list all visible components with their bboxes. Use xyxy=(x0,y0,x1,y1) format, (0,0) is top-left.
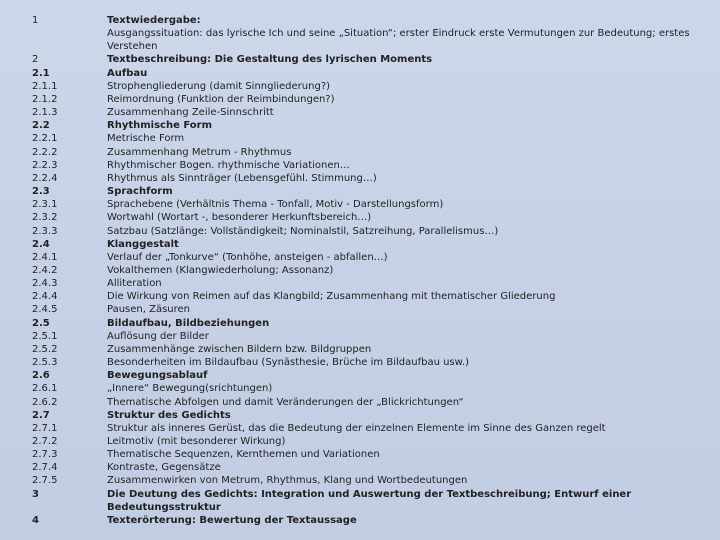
section-number: 2.4.1 xyxy=(32,251,58,263)
outline-row xyxy=(0,396,720,409)
section-number: 2.6 xyxy=(32,370,50,382)
section-body: Satzbau (Satzlänge: Vollständigkeit; Nominalstil, Satzreihung, Parallelismus…) xyxy=(107,225,499,237)
section-number: 2.1.1 xyxy=(32,80,58,92)
section-text xyxy=(107,277,690,290)
outline-row xyxy=(0,317,720,330)
section-number: 2.2.4 xyxy=(32,172,58,184)
section-body: Rhythmische Form xyxy=(107,120,212,132)
outline-row xyxy=(0,474,720,487)
section-number: 2.4.4 xyxy=(32,291,58,303)
section-label: Textbeschreibung: xyxy=(107,54,212,66)
outline-row xyxy=(0,106,720,119)
section-text xyxy=(107,93,690,106)
section-body: Zusammenhang Metrum - Rhythmus xyxy=(107,146,292,158)
section-number: 2.7.3 xyxy=(32,449,58,461)
section-text xyxy=(107,448,690,461)
section-text xyxy=(107,172,690,185)
section-text xyxy=(107,382,690,395)
section-text xyxy=(107,343,690,356)
section-text xyxy=(107,264,690,277)
section-number: 2.4.3 xyxy=(32,278,58,290)
outline-row xyxy=(0,290,720,303)
section-number: 2.3.2 xyxy=(32,212,58,224)
section-body: Thematische Abfolgen und damit Veränderungen der „Blickrichtungen“ xyxy=(107,396,464,408)
outline-row xyxy=(0,514,720,527)
section-number: 2.2 xyxy=(32,120,50,132)
outline-row xyxy=(0,172,720,185)
section-number: 2.1.2 xyxy=(32,93,58,105)
section-body: Zusammenhänge zwischen Bildern bzw. Bildgruppen xyxy=(107,343,372,355)
section-number: 2.3 xyxy=(32,186,50,198)
outline-row xyxy=(0,435,720,448)
section-text xyxy=(107,330,690,343)
section-text xyxy=(107,474,690,487)
section-number: 2.7.1 xyxy=(32,422,58,434)
section-text xyxy=(107,14,690,27)
section-text xyxy=(107,67,690,80)
outline-list xyxy=(0,14,720,527)
outline-row xyxy=(0,448,720,461)
section-body: Auflösung der Bilder xyxy=(107,330,209,342)
section-number: 2.5.3 xyxy=(32,357,58,369)
section-body: „Innere“ Bewegung(srichtungen) xyxy=(107,383,273,395)
outline-row xyxy=(0,185,720,198)
section-number: 2.5.2 xyxy=(32,343,58,355)
section-body: Rhythmus als Sinnträger (Lebensgefühl. Stimmung…) xyxy=(107,172,377,184)
section-text xyxy=(107,119,690,132)
section-number: 2.7 xyxy=(32,409,50,421)
section-text xyxy=(107,185,690,198)
section-number: 2.4 xyxy=(32,238,50,250)
section-body: Texterörterung: Bewertung der Textaussage xyxy=(107,514,357,526)
outline-row xyxy=(0,422,720,435)
section-number: 2.5 xyxy=(32,317,50,329)
section-body: Leitmotiv (mit besonderer Wirkung) xyxy=(107,436,286,447)
section-text xyxy=(107,409,690,422)
section-body: Reimordnung (Funktion der Reimbindungen?) xyxy=(107,93,335,105)
outline-row xyxy=(0,238,720,251)
section-text xyxy=(107,396,690,409)
section-text xyxy=(107,27,690,53)
section-body: Bildaufbau, Bildbeziehungen xyxy=(107,317,270,329)
section-number: 2.4.5 xyxy=(32,304,58,316)
section-body: Bewegungsablauf xyxy=(107,370,208,382)
section-number: 2.1.3 xyxy=(32,107,58,119)
outline-row xyxy=(0,119,720,132)
section-body: Sprachform xyxy=(107,186,173,198)
outline-row xyxy=(0,80,720,93)
outline-row xyxy=(0,409,720,422)
section-text xyxy=(107,369,690,382)
section-body: Strophengliederung (damit Sinngliederung?) xyxy=(107,80,331,92)
section-text xyxy=(107,225,690,238)
outline-row xyxy=(0,382,720,395)
outline-row xyxy=(0,93,720,106)
section-body: Metrische Form xyxy=(107,133,185,145)
section-text xyxy=(107,290,690,303)
section-text xyxy=(107,159,690,172)
section-body: Verlauf der „Tonkurve“ (Tonhöhe, ansteigen - abfallen…) xyxy=(107,251,388,263)
section-number: 2.5.1 xyxy=(32,330,58,342)
outline-row xyxy=(0,198,720,211)
outline-row xyxy=(0,14,720,27)
outline-row xyxy=(0,264,720,277)
section-text xyxy=(107,251,690,264)
section-body: Struktur des Gedichts xyxy=(107,409,231,421)
section-number: 1 xyxy=(32,15,39,26)
section-text xyxy=(107,303,690,316)
section-body: Ausgangssituation: das lyrische Ich und seine „Situation“; erster Eindruck erste Vermutungen zur Bedeutung; erstes Verstehen xyxy=(107,28,690,53)
section-body: Die Deutung des Gedichts: Integration und Auswertung der Textbeschreibung; Entwurf einer Bedeutungsstruktur xyxy=(107,488,632,513)
section-body: Aufbau xyxy=(107,67,148,79)
section-number: 2.7.5 xyxy=(32,475,58,487)
section-number: 2.1 xyxy=(32,67,50,79)
section-text xyxy=(107,238,690,251)
section-text xyxy=(107,488,690,514)
section-body: Rhythmischer Bogen. rhythmische Variationen… xyxy=(107,159,350,171)
section-body: Zusammenhang Zeile-Sinnschritt xyxy=(107,107,274,119)
section-number: 2.6.2 xyxy=(32,396,58,408)
outline-row xyxy=(0,356,720,369)
outline-row xyxy=(0,67,720,80)
section-body: Sprachebene (Verhältnis Thema - Tonfall, Motiv - Darstellungsform) xyxy=(107,199,444,211)
section-number: 2.3.3 xyxy=(32,225,58,237)
outline-row xyxy=(0,277,720,290)
section-text xyxy=(107,422,690,435)
section-number: 2.2.3 xyxy=(32,159,58,171)
section-number: 2.2.2 xyxy=(32,146,58,158)
section-number: 2.3.1 xyxy=(32,199,58,211)
section-body: Struktur als inneres Gerüst, das die Bedeutung der einzelnen Elemente im Sinne des Ganzen regelt xyxy=(107,422,606,434)
section-number: 3 xyxy=(32,488,39,500)
section-text xyxy=(107,356,690,369)
section-body: Vokalthemen (Klangwiederholung; Assonanz) xyxy=(107,264,334,276)
outline-row xyxy=(0,303,720,316)
outline-row xyxy=(0,251,720,264)
outline-row xyxy=(0,132,720,145)
outline-row xyxy=(0,53,720,66)
section-text xyxy=(107,211,690,224)
outline-row xyxy=(0,146,720,159)
section-body: Wortwahl (Wortart -, besonderer Herkunftsbereich…) xyxy=(107,212,372,224)
outline-row xyxy=(0,488,720,514)
section-body: Klanggestalt xyxy=(107,238,179,250)
outline-row xyxy=(0,461,720,474)
section-text xyxy=(107,317,690,330)
outline-row xyxy=(0,369,720,382)
section-body: Zusammenwirken von Metrum, Rhythmus, Klang und Wortbedeutungen xyxy=(107,475,468,487)
section-text xyxy=(107,514,690,527)
section-body: Kontraste, Gegensätze xyxy=(107,462,221,474)
outline-row xyxy=(0,211,720,224)
section-number: 2.2.1 xyxy=(32,133,58,145)
section-text xyxy=(107,461,690,474)
section-label: Textwiedergabe: xyxy=(107,15,201,26)
section-body: Besonderheiten im Bildaufbau (Synästhesie, Brüche im Bildaufbau usw.) xyxy=(107,357,469,369)
section-text xyxy=(107,198,690,211)
outline-row xyxy=(0,159,720,172)
section-number: 2.7.2 xyxy=(32,436,58,447)
section-body: Pausen, Zäsuren xyxy=(107,304,191,316)
section-text xyxy=(107,106,690,119)
section-number: 2 xyxy=(32,54,39,66)
outline-row xyxy=(0,225,720,238)
outline-row xyxy=(0,343,720,356)
section-number: 2.7.4 xyxy=(32,462,58,474)
outline-row xyxy=(0,330,720,343)
section-number: 2.6.1 xyxy=(32,383,58,395)
section-text xyxy=(107,435,690,448)
section-text xyxy=(107,132,690,145)
outline-row xyxy=(0,27,720,53)
section-text xyxy=(107,80,690,93)
section-body: Thematische Sequenzen, Kernthemen und Variationen xyxy=(107,449,380,461)
section-body: Alliteration xyxy=(107,278,162,290)
section-text xyxy=(107,146,690,159)
section-text xyxy=(107,53,690,66)
section-number: 2.4.2 xyxy=(32,264,58,276)
section-body: Die Gestaltung des lyrischen Moments xyxy=(211,54,433,66)
section-body: Die Wirkung von Reimen auf das Klangbild; Zusammenhang mit thematischer Gliederung xyxy=(107,291,556,303)
section-number: 4 xyxy=(32,514,39,526)
